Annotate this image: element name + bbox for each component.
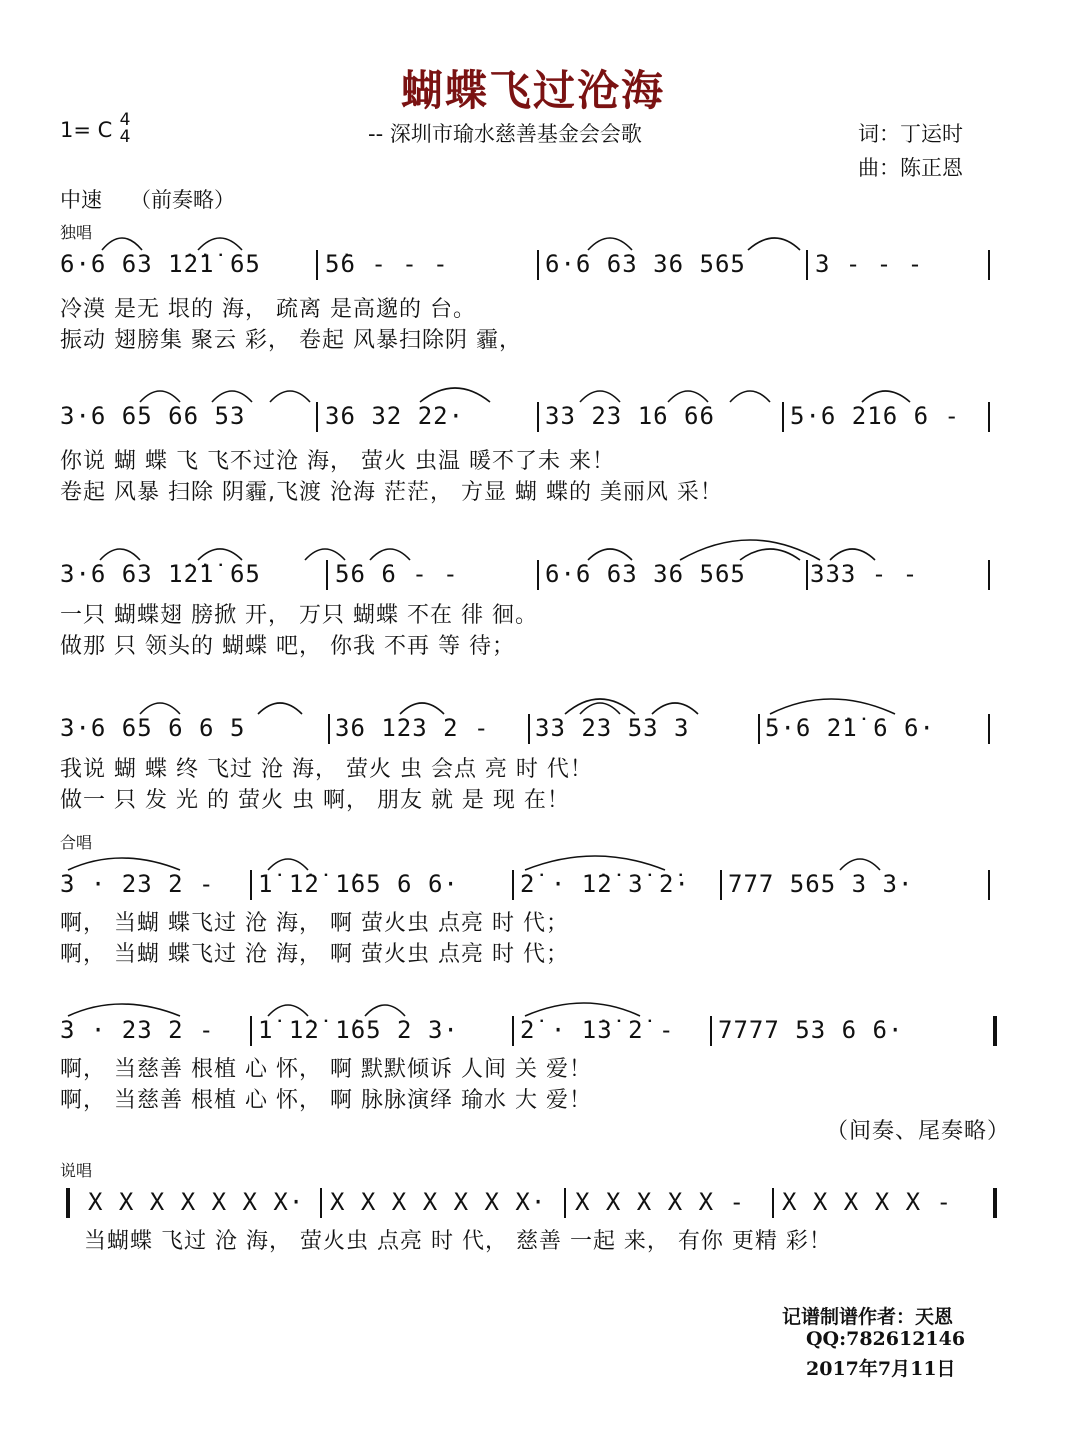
slur: [730, 391, 770, 402]
measure-notes: 1̇ 1̇2̇ 1̇65 2 3·: [258, 1016, 459, 1044]
measure-notes: 33 23 16 66: [545, 402, 715, 430]
slur: [370, 549, 410, 560]
role-narration: 说唱: [60, 1161, 93, 1180]
slur: [258, 703, 302, 714]
measure-notes: 36 123 2 -: [335, 714, 490, 742]
slur: [862, 391, 910, 402]
slur: [740, 549, 800, 560]
lyricist: 词：丁运时: [858, 122, 963, 146]
slur: [198, 238, 242, 250]
lyric-line-2: 振动 翅膀集 聚云 彩， 卷起 风暴扫除阴 霾，: [60, 328, 522, 353]
slur: [140, 703, 180, 714]
credit-qq: QQ:782612146: [806, 1328, 966, 1350]
slur: [212, 391, 252, 402]
slur: [565, 699, 635, 714]
measure-notes: 3·6 63 1̇2̇1̇ 65: [60, 560, 261, 588]
lyric-line-2: 啊， 当慈善 根植 心 怀， 啊 脉脉演绎 瑜水 大 爱！: [60, 1088, 592, 1113]
slur: [68, 1004, 180, 1016]
slur: [140, 391, 180, 402]
lyric-line-1: 啊， 当蝴 蝶飞过 沧 海， 啊 萤火虫 点亮 时 代；: [60, 911, 569, 936]
measure-notes: 56 6 - -: [335, 560, 459, 588]
measure-notes: 3·6 65 66 53: [60, 402, 246, 430]
credit-author: 记谱制谱作者：天恩: [782, 1306, 954, 1328]
measure-notes: 3 · 23 2 -: [60, 1016, 215, 1044]
slur: [198, 549, 242, 560]
measure-notes: 1̇ 1̇2̇ 1̇65 6 6·: [258, 870, 459, 898]
rap-measure: X X X X X -: [782, 1188, 952, 1216]
measure-notes: 36 32 22·: [325, 402, 465, 430]
lyric-line-1: 冷漠 是无 垠的 海， 疏离 是高邈的 台。: [60, 297, 476, 322]
slur: [102, 238, 142, 250]
composer: 曲：陈正恩: [858, 156, 963, 180]
lyric-line-1: 一只 蝴蝶翅 膀掀 开， 万只 蝴蝶 不在 徘 徊。: [60, 603, 538, 628]
slur: [268, 1005, 308, 1016]
slur: [525, 856, 665, 870]
slur: [830, 549, 875, 560]
rap-measure: X X X X X X X·: [88, 1188, 305, 1216]
measure-notes: 777 565 3 3·: [728, 870, 914, 898]
slur: [652, 703, 698, 714]
measure-notes: 6·6 63 36 565: [545, 250, 746, 278]
interlude-note: （间奏、尾奏略）: [826, 1119, 1011, 1144]
measure-notes: 3·6 65 6 6 5: [60, 714, 246, 742]
time-sig-bottom: 4: [119, 127, 131, 147]
slur: [680, 540, 820, 560]
subtitle: -- 深圳市瑜水慈善基金会会歌: [368, 122, 642, 146]
measure-notes: 33 23 53 3: [535, 714, 690, 742]
tempo-marking: 中速: [60, 188, 102, 212]
measure-notes: 2̇ · 1̇2̇ 3̇ 2̇·: [520, 870, 690, 898]
measure-notes: 2̇ · 1̇3̇ 2̇ -: [520, 1016, 675, 1044]
measure-notes: 5·6 216 6 -: [790, 402, 960, 430]
lyric-line-1: 你说 蝴 蝶 飞 飞不过沧 海， 萤火 虫温 暖不了未 来！: [60, 449, 615, 474]
lyric-line-1: 我说 蝴 蝶 终 飞过 沧 海， 萤火 虫 会点 亮 时 代！: [60, 757, 593, 782]
measure-notes: 6·6 63 36 565: [545, 560, 746, 588]
time-sig-top: 4: [119, 110, 131, 130]
slur: [68, 858, 180, 870]
slur: [668, 391, 708, 402]
slur: [840, 859, 880, 870]
slur: [270, 391, 310, 402]
measure-notes: 333 - -: [810, 560, 919, 588]
slur: [305, 549, 345, 560]
slur: [770, 699, 895, 714]
intro-note: （前奏略）: [130, 188, 235, 212]
rap-measure: X X X X X X X·: [330, 1188, 547, 1216]
role-chorus: 合唱: [60, 833, 93, 852]
measure-notes: 5̇6 - - -: [325, 250, 449, 278]
slur: [525, 1003, 640, 1016]
credit-date: 2017年7月11日: [806, 1358, 956, 1380]
slur: [400, 703, 444, 714]
slur: [588, 549, 632, 560]
song-title: 蝴蝶飞过沧海: [400, 66, 665, 115]
slur: [100, 549, 140, 560]
role-solo: 独唱: [60, 223, 93, 242]
slur: [268, 859, 308, 870]
slur: [365, 1005, 405, 1016]
measure-notes: 6·6 63 1̇2̇1̇ 65: [60, 250, 261, 278]
slur: [748, 238, 800, 250]
lyric-line-2: 做那 只 领头的 蝴蝶 吧， 你我 不再 等 待；: [60, 634, 515, 659]
slur: [580, 391, 620, 402]
key-signature: 1= C: [60, 118, 113, 142]
slur: [420, 388, 490, 402]
slur: [580, 703, 620, 714]
lyric-line-1: 啊， 当慈善 根植 心 怀， 啊 默默倾诉 人间 关 爱！: [60, 1057, 592, 1082]
rap-measure: X X X X X -: [575, 1188, 745, 1216]
measure-notes: 5·6 2̇1̇ 6 6·: [765, 714, 935, 742]
lyric-line-2: 啊， 当蝴 蝶飞过 沧 海， 啊 萤火虫 点亮 时 代；: [60, 942, 569, 967]
measure-notes: 3 - - -: [815, 250, 924, 278]
measure-notes: 7777 53 6 6·: [718, 1016, 904, 1044]
slur: [588, 238, 632, 250]
lyric-line-2: 做一 只 发 光 的 萤火 虫 啊， 朋友 就 是 现 在！: [60, 788, 570, 813]
lyric-line-2: 卷起 风暴 扫除 阴霾,飞渡 沧海 茫茫， 方显 蝴 蝶的 美丽风 采！: [60, 480, 723, 505]
rap-lyric: 当蝴蝶 飞过 沧 海， 萤火虫 点亮 时 代， 慈善 一起 来， 有你 更精 彩！: [84, 1229, 832, 1254]
measure-notes: 3 · 23 2 -: [60, 870, 215, 898]
